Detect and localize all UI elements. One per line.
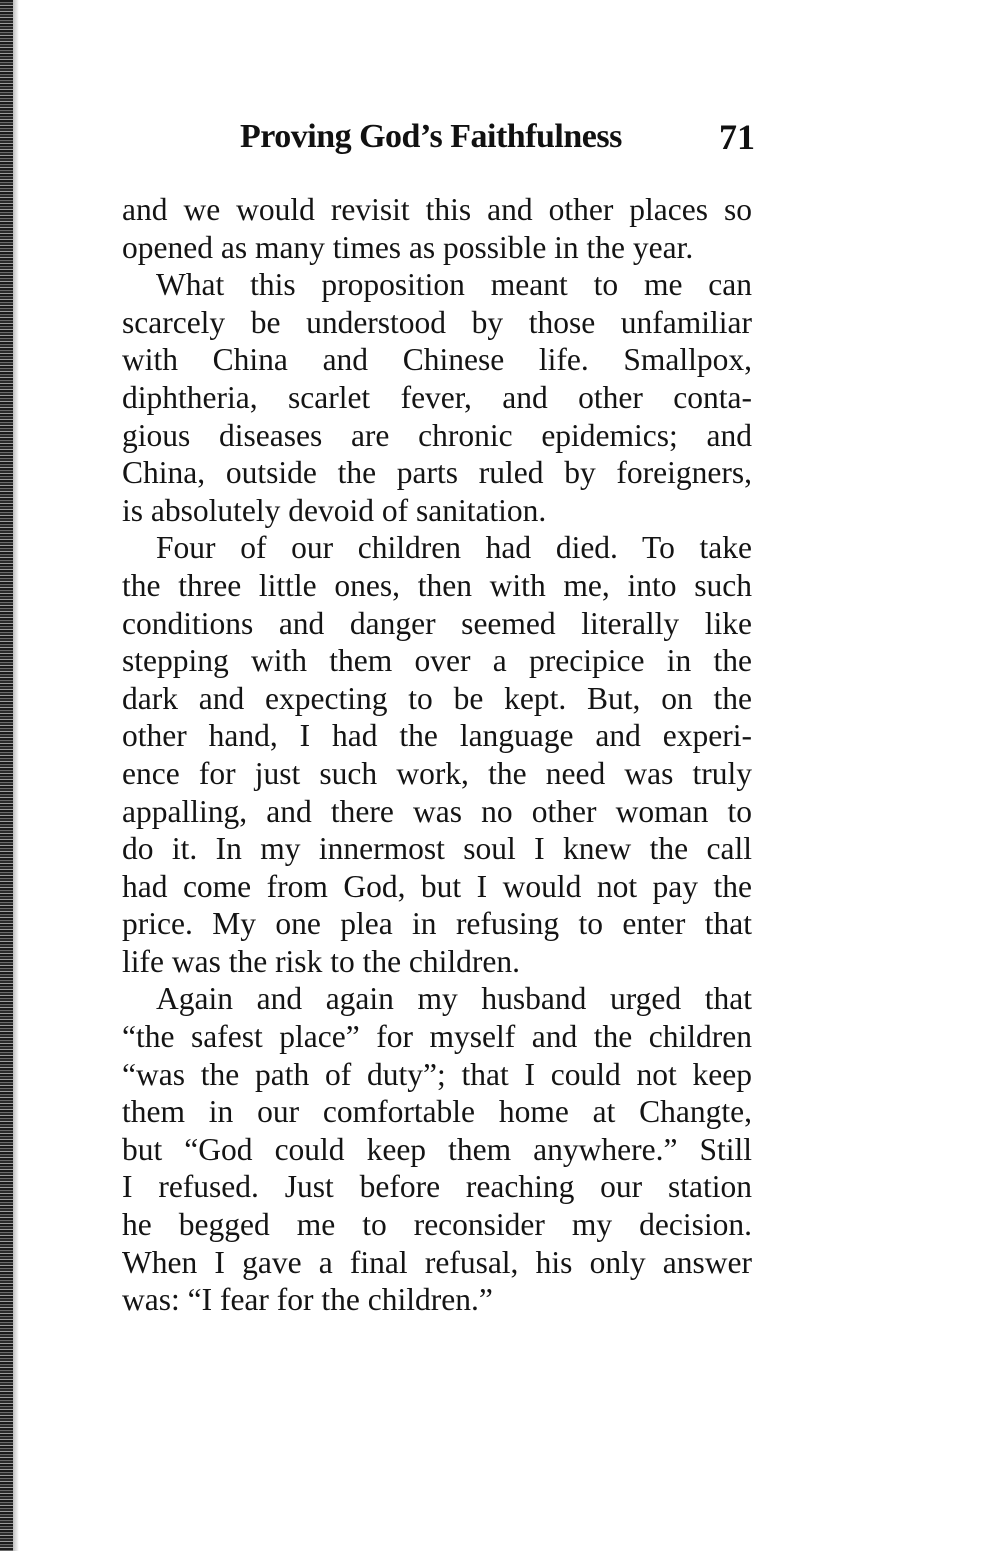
text-line: and we would revisit this and other places so <box>122 192 752 227</box>
text-line: was: “I fear for the children.” <box>122 1282 493 1318</box>
text-line: but “God could keep them anywhere.” Still <box>122 1131 752 1167</box>
text-line: When I gave a final refusal, his only answer <box>122 1244 752 1280</box>
page-binding-edge <box>0 0 13 1551</box>
running-title: Proving God’s Faithfulness <box>240 118 622 155</box>
page-number: 71 <box>719 117 755 157</box>
text-line: stepping with them over a precipice in the <box>122 643 752 679</box>
text-line: scarcely be understood by those unfamiliar <box>122 304 752 340</box>
text-line: “the safest place” for myself and the children <box>122 1019 752 1055</box>
text-line: price. My one plea in refusing to enter that <box>122 906 752 942</box>
text-line: appalling, and there was no other woman to <box>122 793 752 829</box>
text-line: the three little ones, then with me, into such <box>122 567 752 603</box>
text-line: ence for just such work, the need was truly <box>122 755 752 791</box>
paragraph-first-line: What this proposition meant to me can <box>156 267 752 303</box>
text-line: do it. In my innermost soul I knew the call <box>122 831 752 867</box>
running-head <box>240 112 755 162</box>
text-line: is absolutely devoid of sanitation. <box>122 492 547 528</box>
text-line: with China and Chinese life. Smallpox, <box>122 342 752 378</box>
text-line: diphtheria, scarlet fever, and other conta- <box>122 379 752 415</box>
text-line: I refused. Just before reaching our station <box>122 1169 752 1205</box>
text-line: dark and expecting to be kept. But, on the <box>122 680 752 716</box>
text-line: them in our comfortable home at Changte, <box>122 1094 752 1130</box>
text-line: other hand, I had the language and experi- <box>122 718 752 754</box>
text-line: conditions and danger seemed literally like <box>122 605 752 641</box>
paragraph-first-line: Four of our children had died. To take <box>156 530 752 566</box>
text-line: life was the risk to the children. <box>122 943 521 979</box>
text-line: had come from God, but I would not pay the <box>122 868 752 904</box>
text-line: he begged me to reconsider my decision. <box>122 1207 752 1243</box>
text-line: China, outside the parts ruled by foreigners, <box>122 455 752 491</box>
text-line: opened as many times as possible in the year. <box>122 229 694 265</box>
text-line: gious diseases are chronic epidemics; and <box>122 417 752 453</box>
body-text <box>122 191 752 1319</box>
paragraph-first-line: Again and again my husband urged that <box>156 981 752 1017</box>
text-line: “was the path of duty”; that I could not keep <box>122 1056 752 1092</box>
